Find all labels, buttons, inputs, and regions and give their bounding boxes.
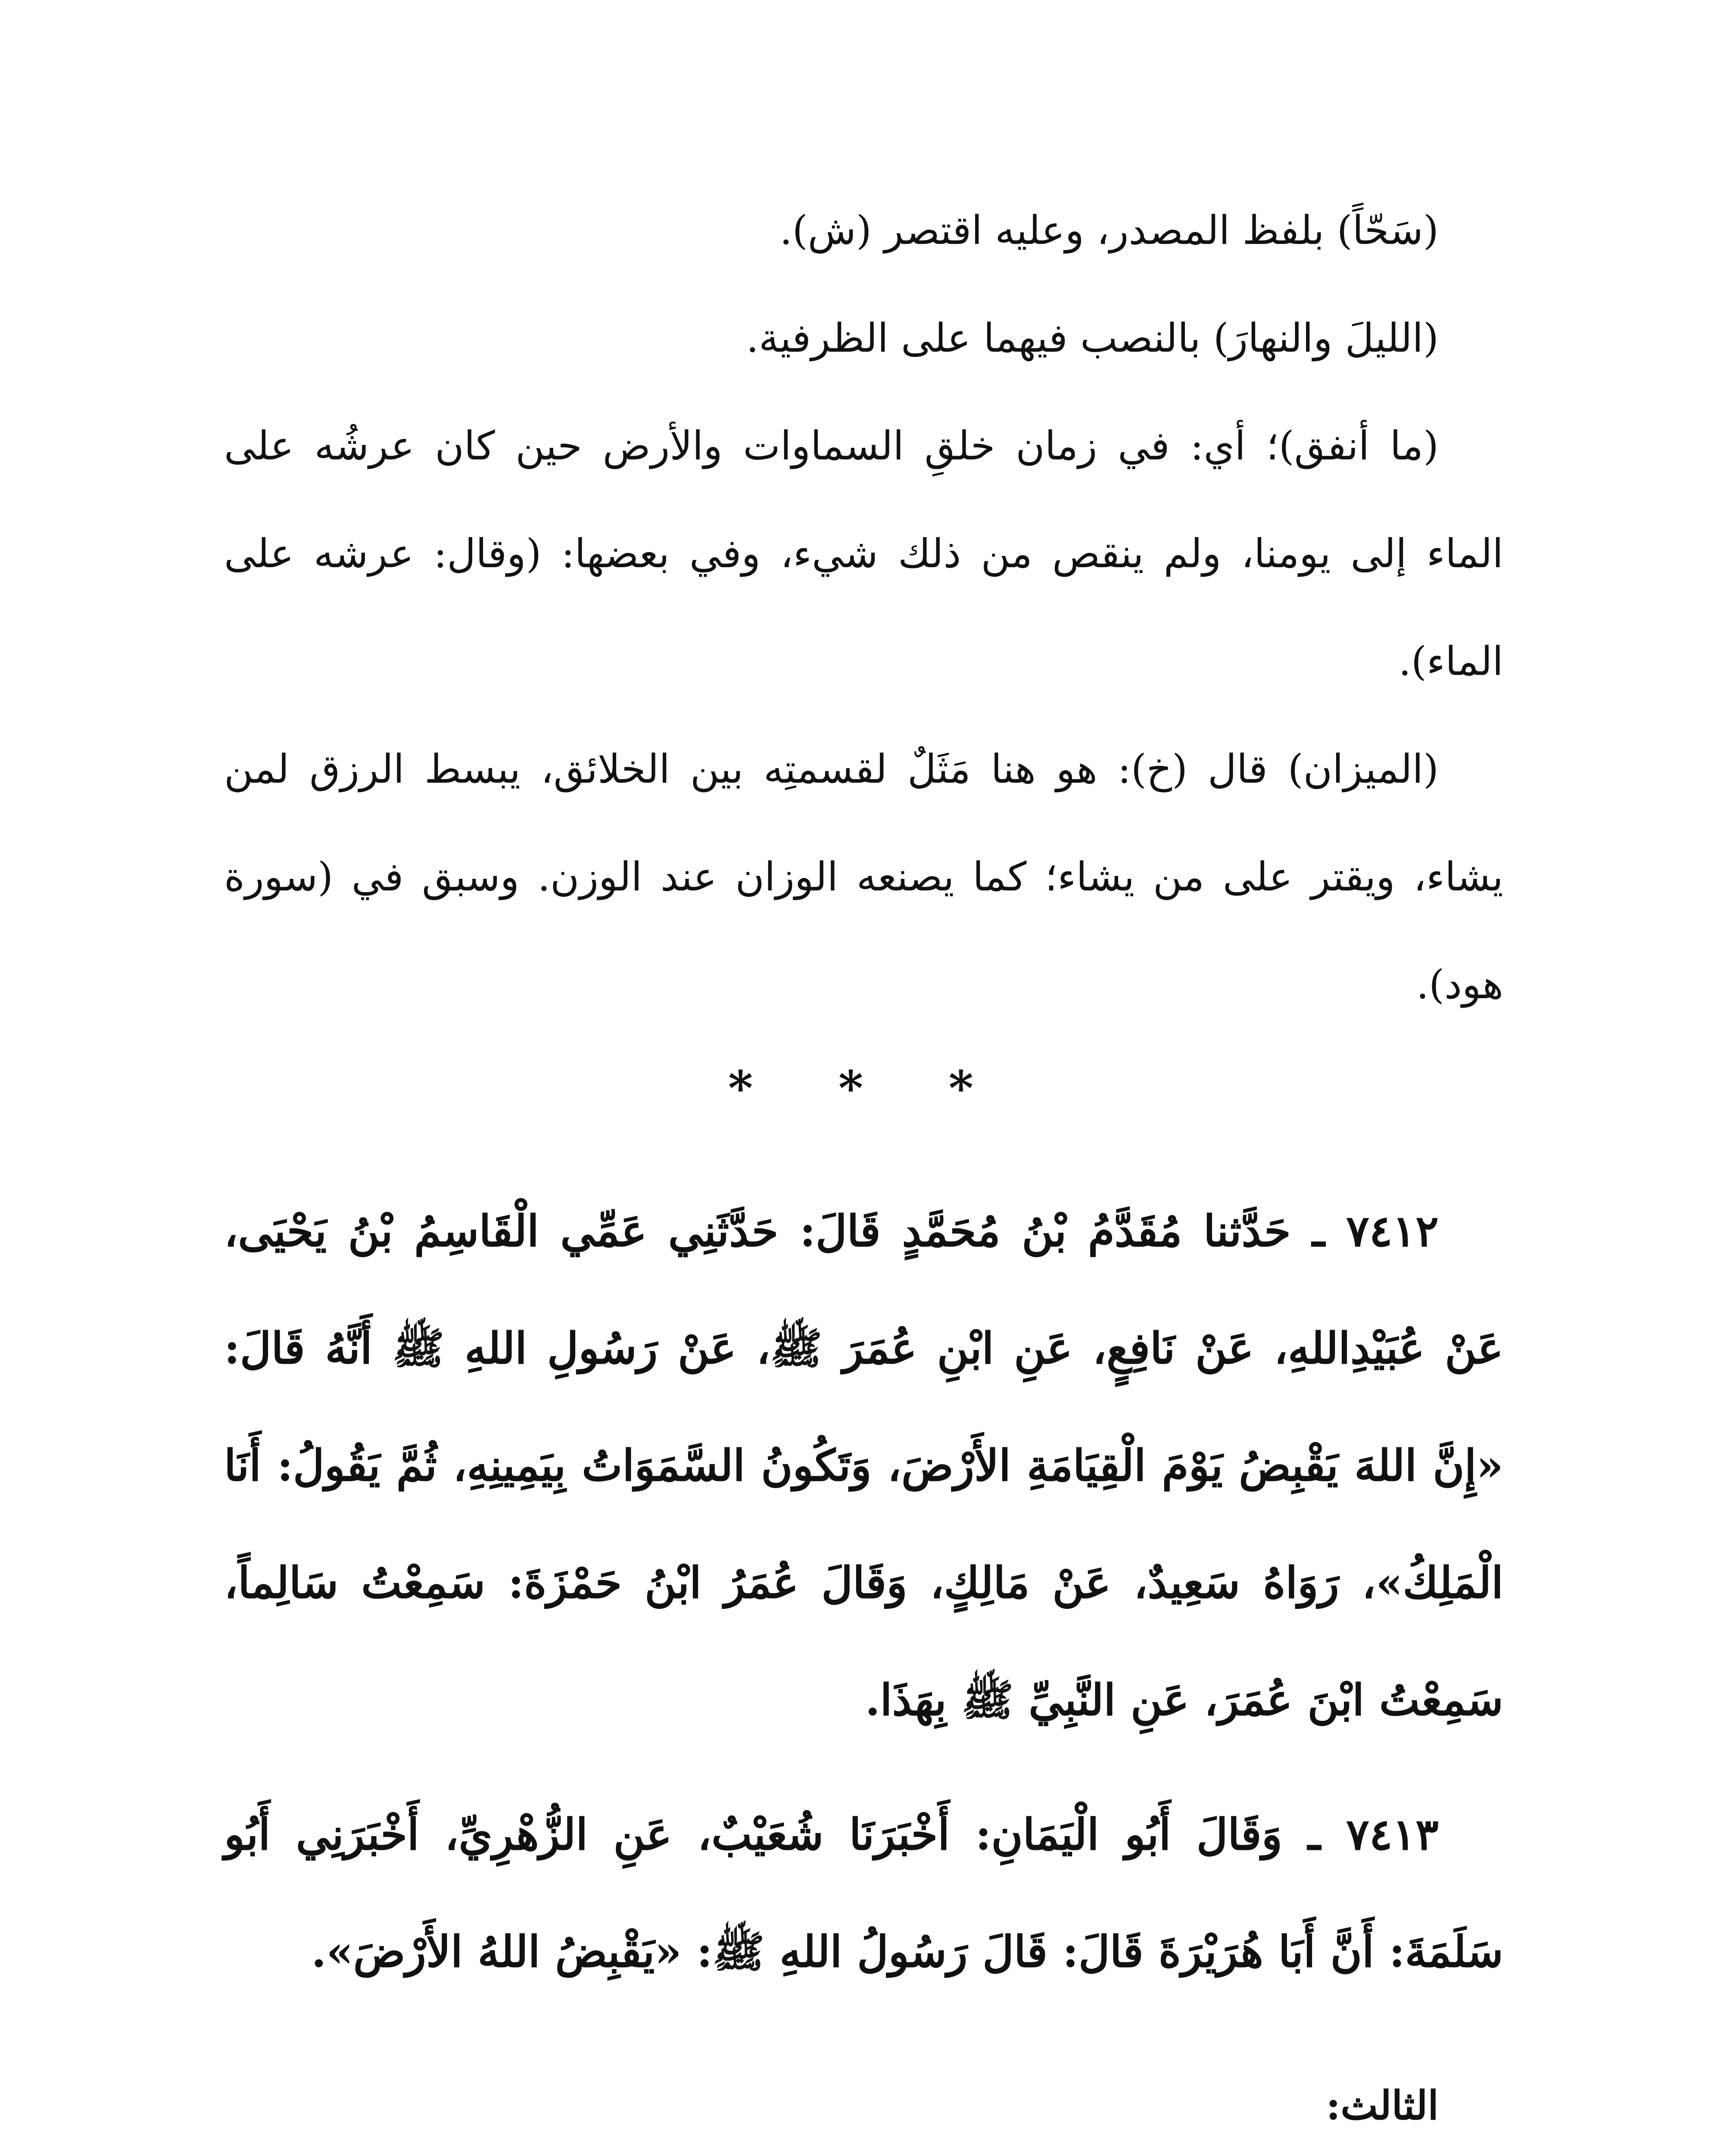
hadith-7413: ٧٤١٣ ـ وَقَالَ أَبُو الْيَمَانِ: أَخْبَرَنَا شُعَيْبٌ، عَنِ الزُّهْرِيِّ، أَخْبَرَنِي أَبُو سَلَمَةَ: أَنَّ أَبَا هُرَيْرَةَ قَالَ: قَالَ رَسُولُ اللهِ ﷺ: «يَقْبِضُ اللهُ الأَرْضَ». <box>224 1809 1503 1977</box>
hadith-7412: ٧٤١٢ ـ حَدَّثنا مُقَدَّمُ بْنُ مُحَمَّدٍ قَالَ: حَدَّثَنِي عَمِّي الْقَاسِمُ بْنُ يَحْيَى، عَنْ عُبَيْدِاللهِ، عَنْ نَافِعٍ، عَنِ ابْنِ عُمَرَ ﷺ، عَنْ رَسُولِ اللهِ ﷺ أَنَّهُ قَالَ: «إِنَّ اللهَ يَقْبِضُ يَوْمَ الْقِيَامَةِ الأَرْضَ، وَتَكُونُ السَّمَوَاتُ بِيَمِينِهِ، ثُمَّ يَقُولُ: أَنَا الْمَلِكُ»، رَوَاهُ سَعِيدٌ، عَنْ مَالِكٍ، وَقَالَ عُمَرُ ابْنُ حَمْزَةَ: سَمِعْتُ سَالِماً، سَمِعْتُ ابْنَ عُمَرَ، عَنِ النَّبِيِّ ﷺ بِهَذَا. <box>224 1206 1503 1725</box>
commentary-heading: الثالث: <box>1326 2082 1439 2129</box>
commentary-paragraph-1: (سَحّاً) بلفظ المصدر، وعليه اقتصر (ش). <box>779 207 1439 253</box>
commentary-paragraph-4: (الميزان) قال (خ): هو هنا مَثَلٌ لقسمتِه بين الخلائق، يبسط الرزق لمن يشاء، ويقتر على من يشاء؛ كما يصنعه الوزان عند الوزن. وسبق في (سورة هود). <box>224 746 1503 1008</box>
commentary-top <box>224 177 1503 1039</box>
hadith-section <box>224 1172 1503 2010</box>
commentary-paragraph-2: (الليلَ والنهارَ) بالنصب فيهما على الظرفية. <box>746 315 1439 361</box>
section-separator: * * * <box>728 1060 1008 1116</box>
commentary-paragraph-3: (ما أنفق)؛ أي: في زمان خلقِ السماوات والأرض حين كان عرشُه على الماء إلى يومنا، ولم ينقص من ذلك شيء، وفي بعضها: (وقال: عرشه على الماء). <box>224 423 1503 684</box>
commentary-bottom <box>224 2052 1503 2155</box>
